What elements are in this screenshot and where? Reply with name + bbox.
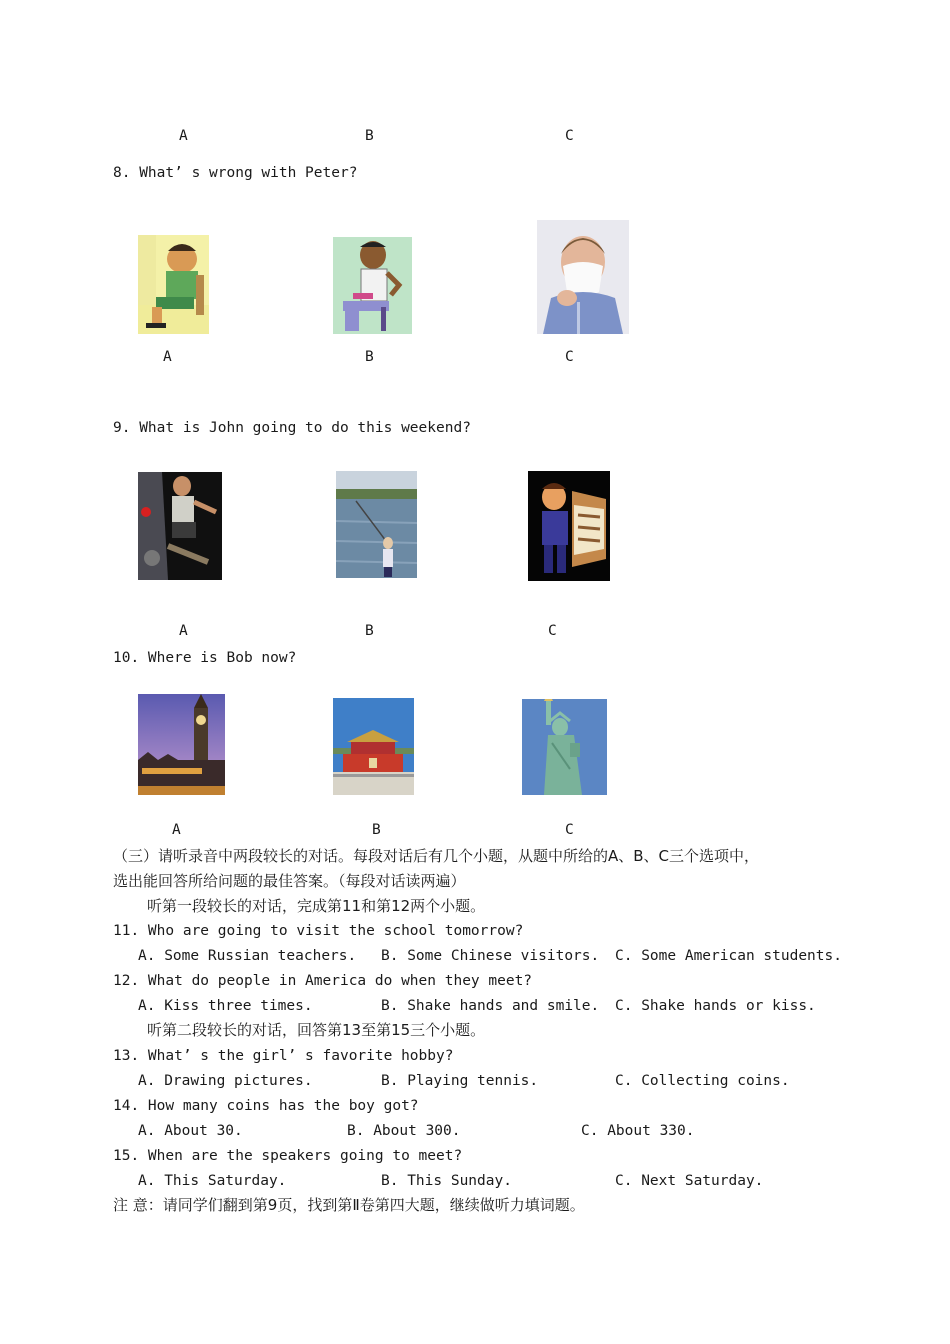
q9-image-a-skateboarding: [138, 472, 222, 580]
q14-option-b: B. About 300.: [347, 1123, 461, 1139]
q11-option-c: C. Some American students.: [615, 948, 842, 964]
dialogue1-intro: 听第一段较长的对话，完成第11和第12两个小题。: [147, 897, 486, 915]
q9-image-c-playing-chess: [528, 471, 610, 581]
q15-option-b: B. This Sunday.: [381, 1173, 512, 1189]
q12-option-b: B. Shake hands and smile.: [381, 998, 600, 1014]
q10-label-c: C: [565, 822, 574, 838]
q14-option-c: C. About 330.: [581, 1123, 695, 1139]
q14-question: 14. How many coins has the boy got?: [113, 1098, 419, 1114]
q10-question: 10. Where is Bob now?: [113, 650, 297, 666]
page-note: 注 意：请同学们翻到第9页，找到第Ⅱ卷第四大题，继续做听力填词题。: [113, 1196, 585, 1214]
q7-label-c: C: [565, 128, 574, 144]
q9-label-a: A: [179, 623, 188, 639]
q13-option-b: B. Playing tennis.: [381, 1073, 539, 1089]
q11-option-a: A. Some Russian teachers.: [138, 948, 357, 964]
q8-label-c: C: [565, 349, 574, 365]
q10-label-a: A: [172, 822, 181, 838]
q14-option-a: A. About 30.: [138, 1123, 243, 1139]
q13-question: 13. What’ s the girl’ s favorite hobby?: [113, 1048, 454, 1064]
q10-image-b-tiananmen: [333, 698, 414, 795]
q11-option-b: B. Some Chinese visitors.: [381, 948, 600, 964]
q10-label-b: B: [372, 822, 381, 838]
q7-label-b: B: [365, 128, 374, 144]
q10-image-a-big-ben: [138, 694, 225, 795]
q13-option-a: A. Drawing pictures.: [138, 1073, 313, 1089]
q9-question: 9. What is John going to do this weekend?: [113, 420, 471, 436]
section3-instruction-line2: 选出能回答所给问题的最佳答案。（每段对话读两遍）: [113, 872, 466, 890]
q8-label-a: A: [163, 349, 172, 365]
q15-question: 15. When are the speakers going to meet?: [113, 1148, 463, 1164]
q12-option-a: A. Kiss three times.: [138, 998, 313, 1014]
q11-question: 11. Who are going to visit the school tomorrow?: [113, 923, 524, 939]
dialogue2-intro: 听第二段较长的对话，回答第13至第15三个小题。: [147, 1021, 486, 1039]
q8-image-a-sad-boy: [138, 235, 209, 334]
q12-option-c: C. Shake hands or kiss.: [615, 998, 816, 1014]
q8-image-c-boy-with-cold: [537, 220, 629, 334]
q15-option-c: C. Next Saturday.: [615, 1173, 764, 1189]
q10-image-c-statue-of-liberty: [522, 699, 607, 795]
q8-image-b-backache-boy: [333, 237, 412, 334]
q9-image-b-fishing: [336, 471, 417, 578]
q7-label-a: A: [179, 128, 188, 144]
q13-option-c: C. Collecting coins.: [615, 1073, 790, 1089]
q12-question: 12. What do people in America do when they meet?: [113, 973, 533, 989]
q8-label-b: B: [365, 349, 374, 365]
section3-instruction-line1: （三）请听录音中两段较长的对话。每段对话后有几个小题，从题中所给的A、B、C三个选项中，: [113, 847, 760, 865]
q9-label-c: C: [548, 623, 557, 639]
q8-question: 8. What’ s wrong with Peter?: [113, 165, 358, 181]
q15-option-a: A. This Saturday.: [138, 1173, 287, 1189]
q9-label-b: B: [365, 623, 374, 639]
